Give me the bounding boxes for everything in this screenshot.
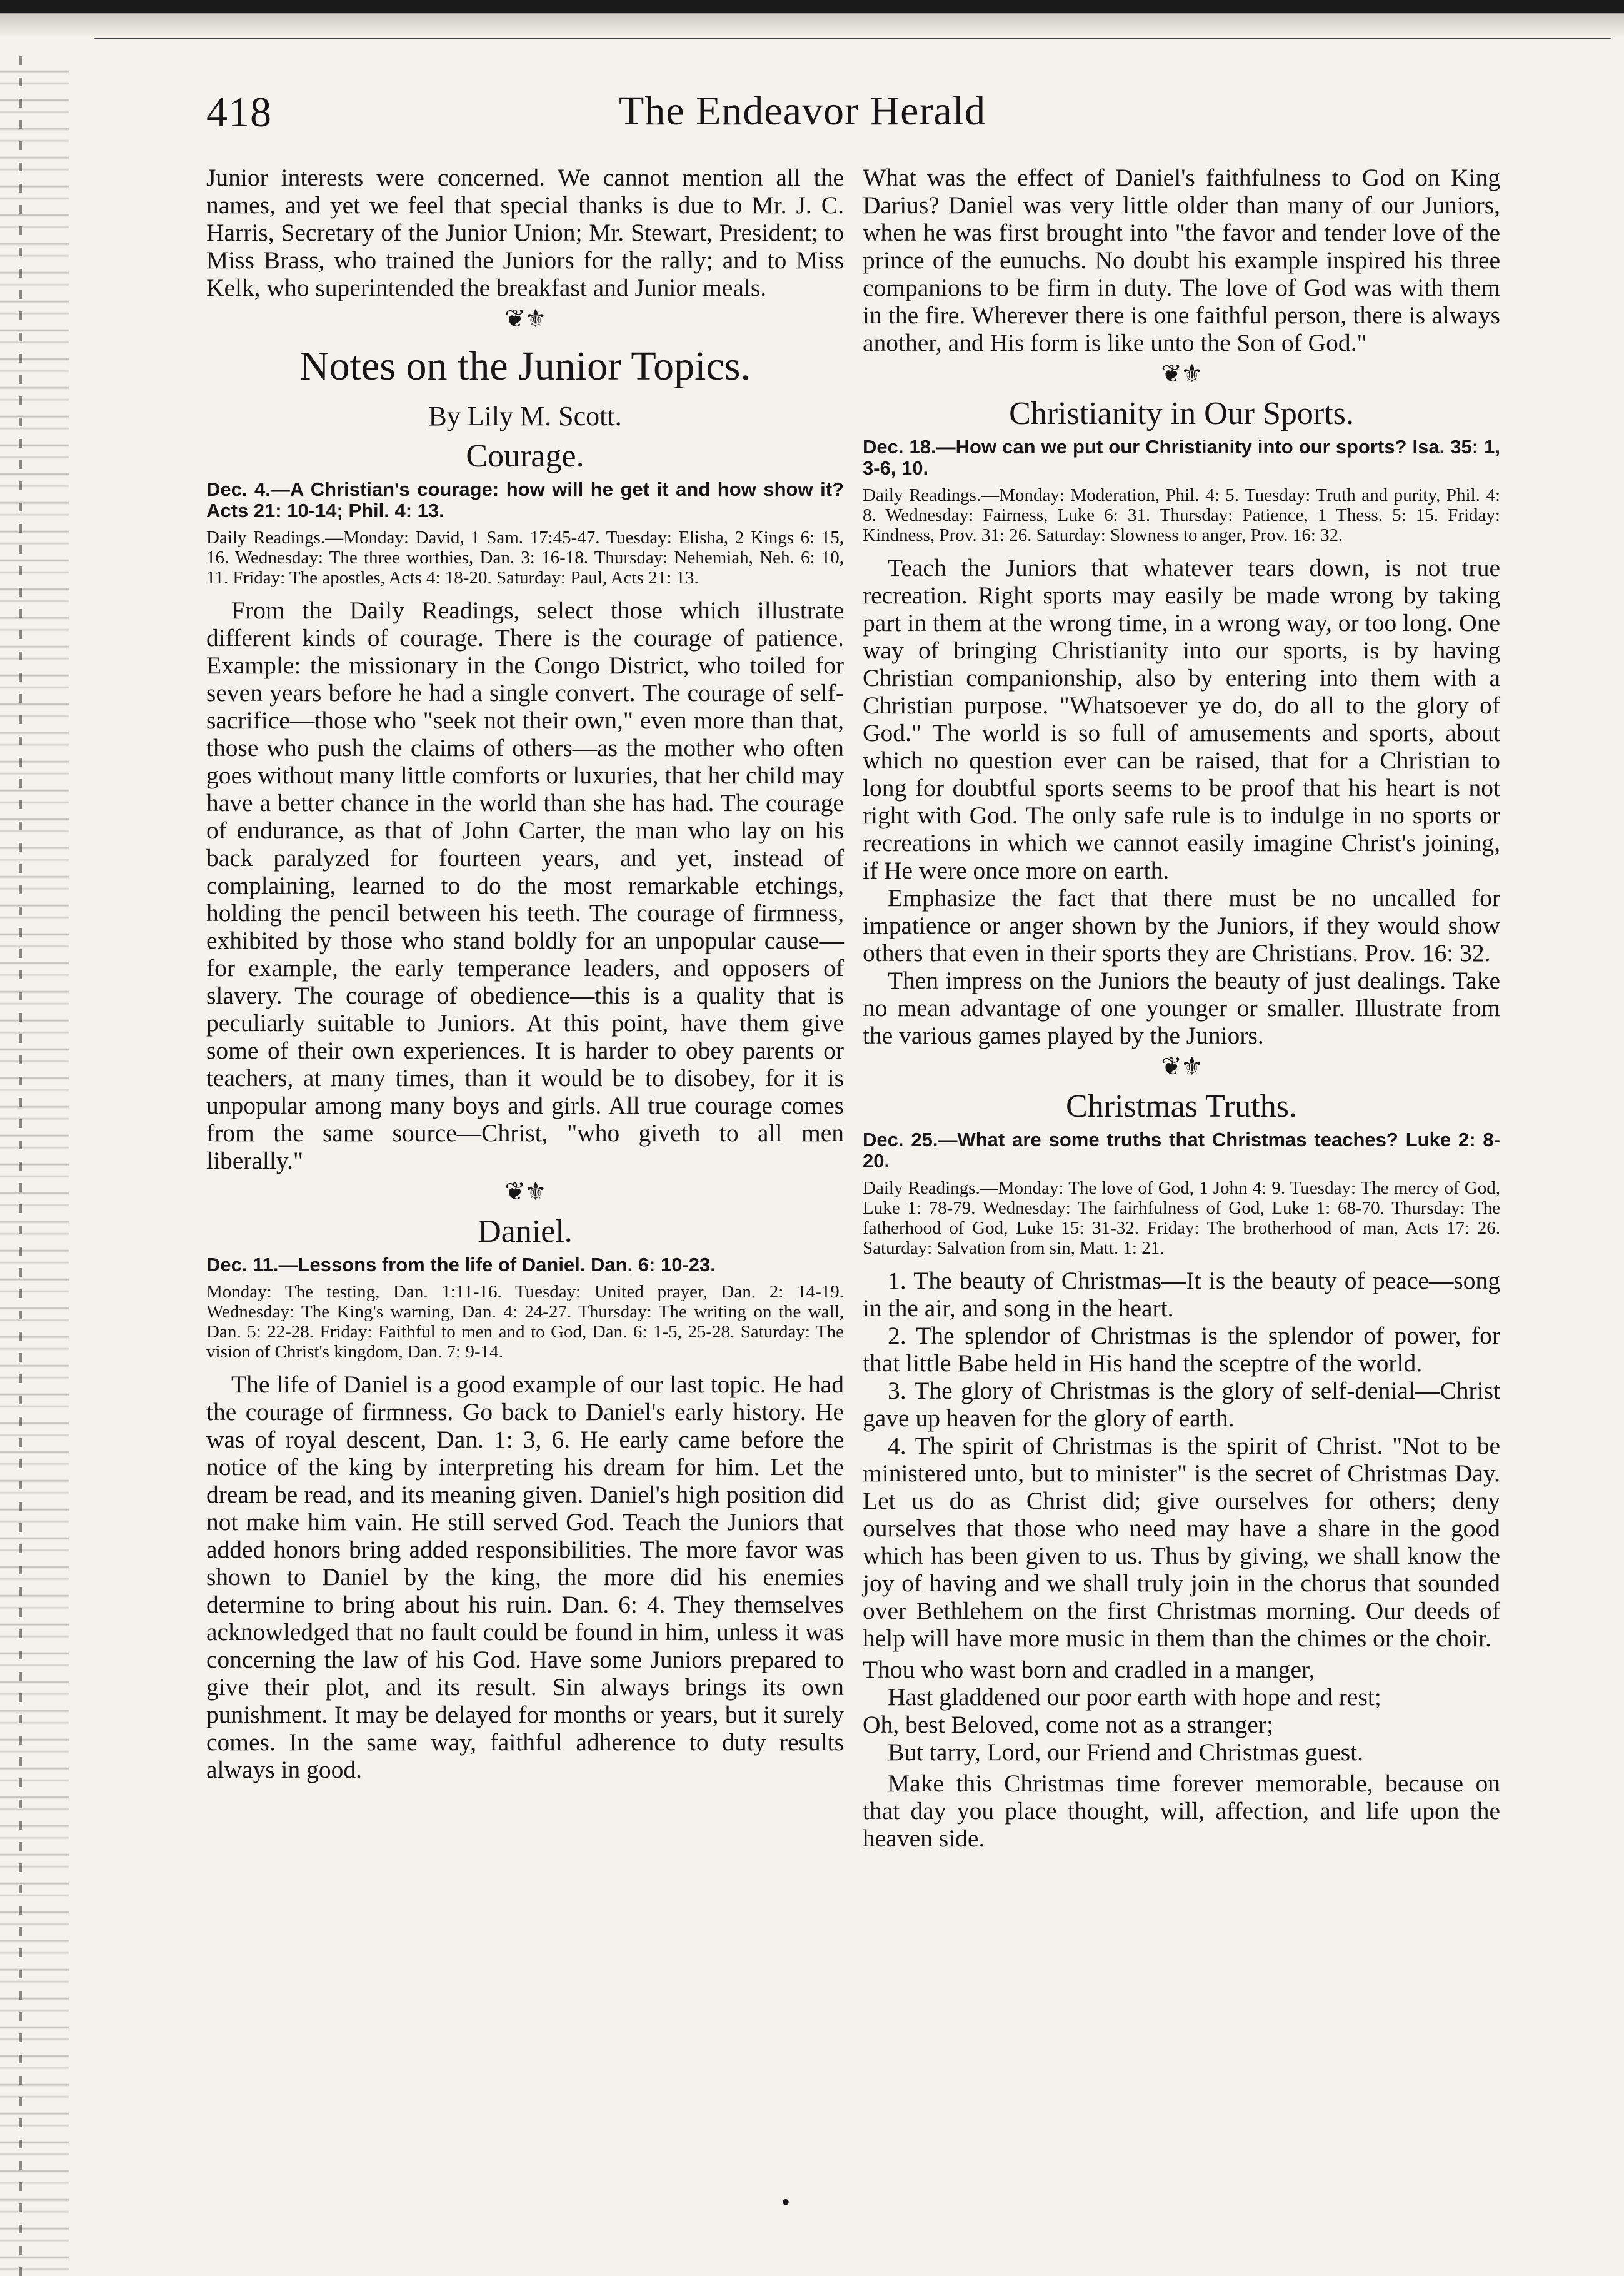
- section-title: Notes on the Junior Topics.: [299, 343, 751, 389]
- ornament-divider: ❦⚜: [1161, 360, 1202, 388]
- christmas-item-4: 4. The spirit of Christmas is the spirit of Christ. "Not to be ministered unto, but to minister" is the secret of Christmas Day. Let us do as Christ did; give ourselves for others; deny ourselves that those who need may have a share in the good which has been given to us. Thus by giving, we shall know the joy of having and we shall truly join in the chorus that sounded over Bethlehem on the first Christmas morning. Our deeds of help will have more music in them than the chimes or the choir.: [863, 1432, 1500, 1652]
- sports-paragraph-2: Emphasize the fact that there must be no uncalled for impatience or anger shown by the Juniors, if they would show others that even in their sports they are Christians. Prov. 16: 32.: [863, 884, 1500, 967]
- scan-top-band: [0, 0, 1624, 60]
- christmas-poem: [863, 1656, 1500, 1766]
- christmas-heading: Christmas Truths.: [1066, 1089, 1297, 1124]
- courage-topic: Dec. 4.—A Christian's courage: how will he get it and how show it? Acts 21: 10-14; Phil. 4: 13.: [206, 478, 844, 521]
- ornament-divider: ❦⚜: [1161, 1052, 1202, 1080]
- christmas-item-2: 2. The splendor of Christmas is the splendor of power, for that little Babe held in His hand the sceptre of the world.: [863, 1322, 1500, 1377]
- running-title: The Endeavor Herald: [619, 88, 986, 134]
- christmas-item-3: 3. The glory of Christmas is the glory of self-denial—Christ gave up heaven for the glory of earth.: [863, 1377, 1500, 1432]
- sports-heading: Christianity in Our Sports.: [1009, 396, 1354, 431]
- christmas-item-1: 1. The beauty of Christmas—It is the beauty of peace—song in the air, and song in the heart.: [863, 1267, 1500, 1322]
- scan-binding-edge: [0, 56, 69, 2276]
- left-column: [206, 164, 844, 1783]
- page-header: [206, 88, 1581, 144]
- christmas-readings: Daily Readings.—Monday: The love of God, 1 John 4: 9. Tuesday: The mercy of God, Luke 1: 78-79. Wednesday: The fairhfulness of God, Luke 1: 68-70. Thursday: The fatherhood of God, Luke 15: 31-32. Friday: The brotherhood of man, Acts 17: 26. Saturday: Salvation from sin, Matt. 1: 21.: [863, 1178, 1500, 1258]
- courage-heading: Courage.: [466, 438, 584, 474]
- intro-paragraph: Junior interests were concerned. We cannot mention all the names, and yet we feel that special thanks is due to Mr. J. C. Harris, Secretary of the Junior Union; Mr. Stewart, President; to Miss Brass, who trained the Juniors for the rally; and to Miss Kelk, who superintended the breakfast and Junior meals.: [206, 164, 844, 301]
- courage-readings: Daily Readings.—Monday: David, 1 Sam. 17:45-47. Tuesday: Elisha, 2 Kings 6: 15, 16. Wednesday: The three worthies, Dan. 3: 16-18. Thursday: Nehemiah, Neh. 6: 10, 11. Friday: The apostles, Acts 4: 18-20. Saturday: Paul, Acts 21: 13.: [206, 528, 844, 588]
- daniel-topic: Dec. 11.—Lessons from the life of Daniel. Dan. 6: 10-23.: [206, 1254, 716, 1276]
- byline: By Lily M. Scott.: [428, 401, 622, 431]
- bottom-mark: •: [781, 2188, 791, 2216]
- page-number: 418: [206, 88, 272, 136]
- daniel-readings: Monday: The testing, Dan. 1:11-16. Tuesday: United prayer, Dan. 2: 14-19. Wednesday: The King's warning, Dan. 4: 24-27. Thursday: The writing on the wall, Dan. 5: 22-28. Friday: Faithful to men and to God, Dan. 6: 1-5, 25-28. Saturday: The vision of Christ's kingdom, Dan. 7: 9-14.: [206, 1282, 844, 1362]
- ornament-divider: ❦⚜: [504, 1177, 546, 1206]
- courage-body: From the Daily Readings, select those which illustrate different kinds of courage. There is the courage of patience. Example: the missionary in the Congo District, who toiled for seven years before he had a single convert. The courage of self-sacrifice—those who "seek not their own," even more than that, those who push the claims of others—as the mother who often goes without many little comforts or luxuries, that her child may have a better chance in the world than she has had. The courage of endurance, as that of John Carter, the man who lay on his back paralyzed for fourteen years, and yet, instead of complaining, learned to do the most remarkable etchings, holding the pencil between his teeth. The courage of firmness, exhibited by those who stand boldly for an unpopular cause—for example, the early temperance leaders, and opposers of slavery. The courage of obedience—this is a quality that is peculiarly suitable to Juniors. At this point, have them give some of their own experiences. It is harder to obey parents or teachers, at many times, than it would be to disobey, for it is unpopular among many boys and girls. All true courage comes from the same source—Christ, "who giveth to all men liberally.": [206, 597, 844, 1174]
- header-rule: [94, 38, 1611, 39]
- daniel-continued: What was the effect of Daniel's faithfulness to God on King Darius? Daniel was very little older than many of our Juniors, when he was first brought into "the favor and tender love of the prince of the eunuchs. No doubt his example inspired his three companions to be firm in duty. The love of God was with them in the fire. Wherever there is one faithful person, there is always another, and His form is like unto the Son of God.": [863, 164, 1500, 356]
- sports-readings: Daily Readings.—Monday: Moderation, Phil. 4: 5. Tuesday: Truth and purity, Phil. 4: 8. Wednesday: Fairness, Luke 6: 31. Thursday: Patience, 1 Thess. 5: 15. Friday: Kindness, Prov. 31: 26. Saturday: Slowness to anger, Prov. 16: 32.: [863, 485, 1500, 545]
- sports-topic: Dec. 18.—How can we put our Christianity into our sports? Isa. 35: 1, 3-6, 10.: [863, 436, 1500, 479]
- poem-line-3: Oh, best Beloved, come not as a stranger;: [863, 1711, 1274, 1738]
- poem-line-4: But tarry, Lord, our Friend and Christmas guest.: [888, 1738, 1363, 1766]
- sports-paragraph-1: Teach the Juniors that whatever tears down, is not true recreation. Right sports may easily be made wrong by taking part in them at the wrong time, in a wrong way, or too long. One way of bringing Christianity into our sports, is by having Christian companionship, also by entering into them with a Christian purpose. "Whatsoever ye do, do all to the glory of God." The world is so full of amusements and sports, about which no question ever can be raised, that for a Christian to long for doubtful sports seems to be proof that his heart is not right with God. The only safe rule is to indulge in no sports or recreations in which we cannot easily imagine Christ's joining, if He were once more on earth.: [863, 554, 1500, 884]
- ornament-divider: ❦⚜: [504, 305, 546, 333]
- christmas-closing: Make this Christmas time forever memorable, because on that day you place thought, will, affection, and life upon the heaven side.: [863, 1770, 1500, 1852]
- right-column: [863, 164, 1500, 1852]
- daniel-heading: Daniel.: [478, 1214, 573, 1249]
- sports-paragraph-3: Then impress on the Juniors the beauty of just dealings. Take no mean advantage of one younger or smaller. Illustrate from the various games played by the Juniors.: [863, 967, 1500, 1049]
- daniel-body: The life of Daniel is a good example of our last topic. He had the courage of firmness. Go back to Daniel's early history. He was of royal descent, Dan. 1: 3, 6. He early came before the notice of the king by interpreting his dream for him. Let the dream be read, and its meaning given. Daniel's high position did not make him vain. He still served God. Teach the Juniors that added honors bring added responsibilities. The more favor was shown to Daniel by the king, the more did his enemies determine to bring about his ruin. Dan. 6: 4. They themselves acknowledged that no fault could be found in him, unless it was concerning the law of his God. Have some Juniors prepared to give their plot, and its result. Sin always brings its own punishment. It may be delayed for months or years, but it surely comes. In the same way, faithful adherence to duty results always in good.: [206, 1371, 844, 1783]
- poem-line-2: Hast gladdened our poor earth with hope and rest;: [888, 1683, 1381, 1711]
- poem-line-1: Thou who wast born and cradled in a manger,: [863, 1656, 1315, 1683]
- christmas-topic: Dec. 25.—What are some truths that Christmas teaches? Luke 2: 8-20.: [863, 1129, 1500, 1172]
